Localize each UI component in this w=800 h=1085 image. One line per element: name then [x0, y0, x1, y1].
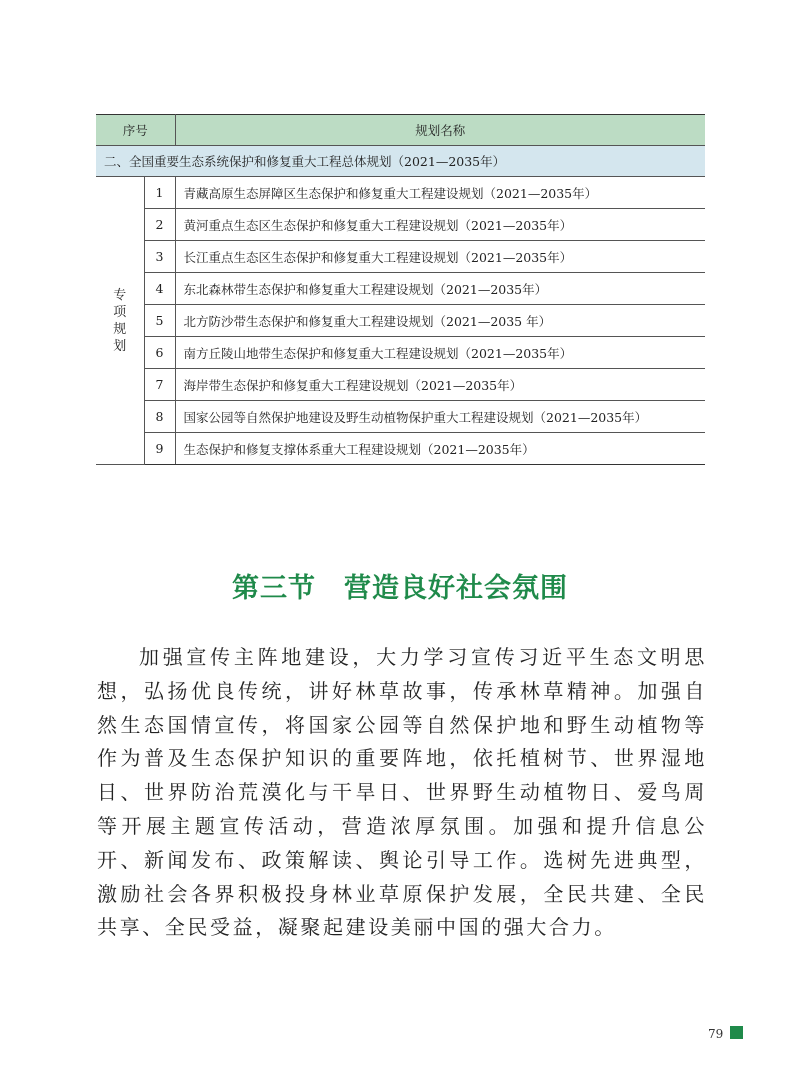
- page-marker-square: [730, 1026, 743, 1039]
- table-row: [96, 177, 705, 209]
- row-number: 1: [144, 177, 175, 209]
- row-number: 7: [144, 369, 175, 401]
- table-row: [96, 401, 705, 433]
- table-row: [96, 337, 705, 369]
- plan-table-body: [96, 115, 705, 465]
- plan-name: 东北森林带生态保护和修复重大工程建设规划（2021—2035年）: [175, 273, 705, 305]
- table-header-row: [96, 115, 705, 146]
- body-paragraph: 加强宣传主阵地建设，大力学习宣传习近平生态文明思想，弘扬优良传统，讲好林草故事，传承林草精神。加强自然生态国情宣传，将国家公园等自然保护地和野生动植物等作为普及生态保护知识的重要阵地，依托植树节、世界湿地日、世界防治荒漠化与干旱日、世界野生动植物日、爱鸟周等开展主题宣传活动，营造浓厚氛围。加强和提升信息公开、新闻发布、政策解读、舆论引导工作。选树先进典型，激励社会各界积极投身林业草原保护发展，全民共建、全民共享、全民受益，凝聚起建设美丽中国的强大合力。: [97, 645, 707, 940]
- row-number: 9: [144, 433, 175, 465]
- category-cell: [96, 177, 144, 465]
- section-row: [96, 146, 705, 177]
- section-heading: [0, 566, 800, 605]
- plan-table: [96, 114, 705, 465]
- row-number: 8: [144, 401, 175, 433]
- section-title: 营造良好社会氛围: [344, 573, 568, 604]
- plan-name: 长江重点生态区生态保护和修复重大工程建设规划（2021—2035年）: [175, 241, 705, 273]
- plan-name: 生态保护和修复支撑体系重大工程建设规划（2021—2035年）: [175, 433, 705, 465]
- section-title-cell: 二、全国重要生态系统保护和修复重大工程总体规划（2021—2035年）: [96, 146, 705, 177]
- table-row: [96, 369, 705, 401]
- plan-name: 海岸带生态保护和修复重大工程建设规划（2021—2035年）: [175, 369, 705, 401]
- row-number: 4: [144, 273, 175, 305]
- table-row: [96, 273, 705, 305]
- row-number: 3: [144, 241, 175, 273]
- table-row: [96, 209, 705, 241]
- header-index: 序号: [96, 115, 175, 146]
- section-number: 第三节: [232, 573, 316, 604]
- category-label: 专项规划: [113, 287, 127, 354]
- table-row: [96, 305, 705, 337]
- plan-name: 南方丘陵山地带生态保护和修复重大工程建设规划（2021—2035年）: [175, 337, 705, 369]
- table-row: [96, 433, 705, 465]
- plan-name: 黄河重点生态区生态保护和修复重大工程建设规划（2021—2035年）: [175, 209, 705, 241]
- plan-name: 青藏高原生态屏障区生态保护和修复重大工程建设规划（2021—2035年）: [175, 177, 705, 209]
- plan-name: 北方防沙带生态保护和修复重大工程建设规划（2021—2035 年）: [175, 305, 705, 337]
- header-plan-name: 规划名称: [175, 115, 705, 146]
- page-number: 79: [708, 1027, 724, 1041]
- table-row: [96, 241, 705, 273]
- row-number: 2: [144, 209, 175, 241]
- row-number: 6: [144, 337, 175, 369]
- plan-name: 国家公园等自然保护地建设及野生动植物保护重大工程建设规划（2021—2035年）: [175, 401, 705, 433]
- row-number: 5: [144, 305, 175, 337]
